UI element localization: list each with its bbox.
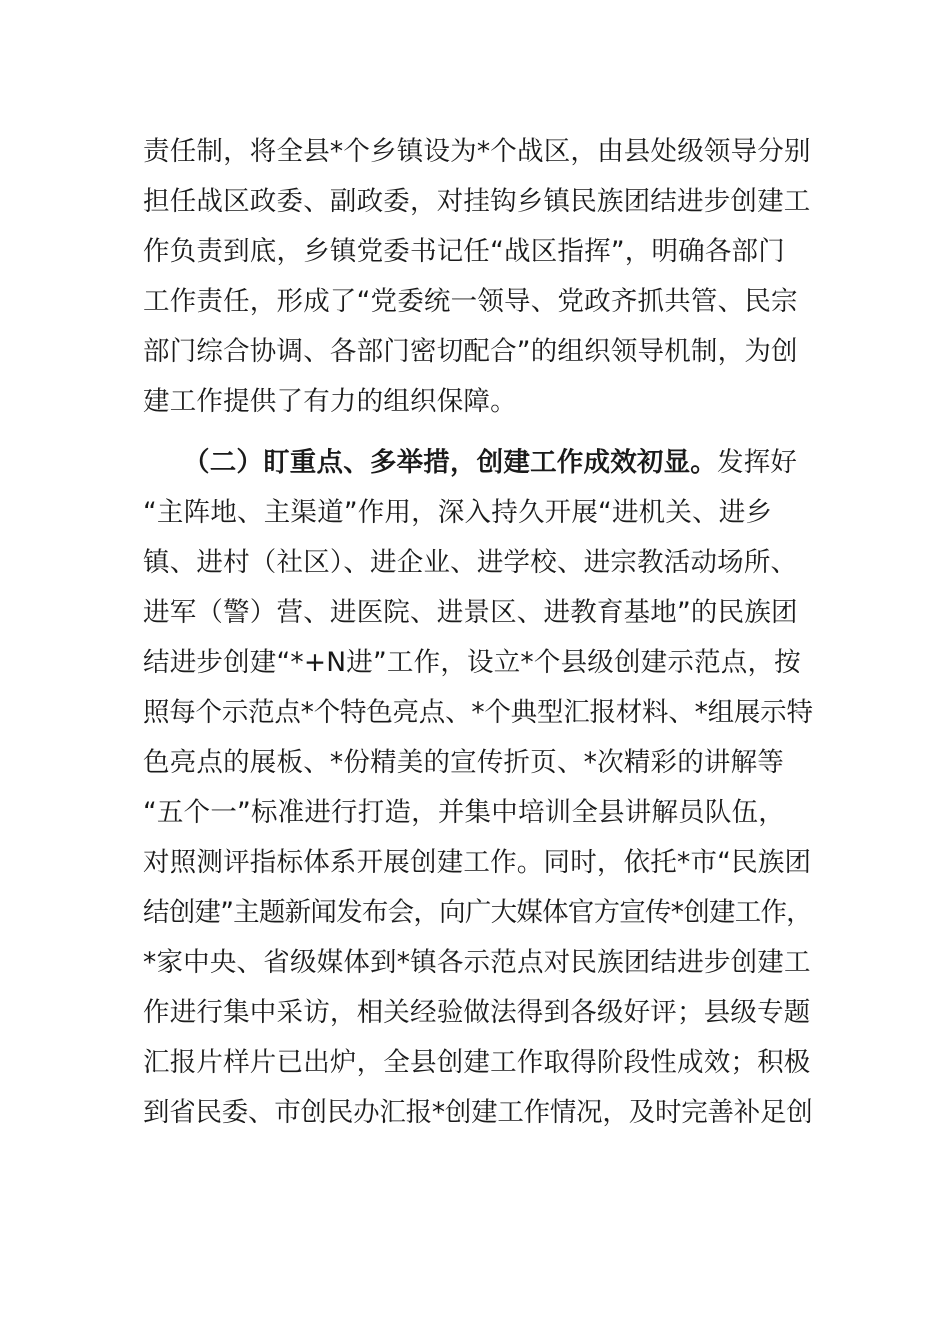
text-line: *家中央、省级媒体到*镇各示范点对民族团结进步创建工: [143, 947, 811, 978]
text-line: [143, 438, 813, 488]
text-line: 结进步创建“*+N进”工作，设立*个县级创建示范点，按: [143, 647, 801, 678]
text-line: 汇报片样片已出炉，全县创建工作取得阶段性成效；积极: [143, 1047, 811, 1078]
text-line: 照每个示范点*个特色亮点、*个典型汇报材料、*组展示特: [143, 697, 813, 728]
text-line: 作负责到底，乡镇党委书记任“战区指挥”，明确各部门: [143, 236, 785, 267]
text-line: 色亮点的展板、*份精美的宣传折页、*次精彩的讲解等: [143, 747, 784, 778]
paragraph-2: [143, 438, 813, 1138]
text-line: 进军（警）营、进医院、进景区、进教育基地”的民族团: [143, 597, 798, 628]
text-line: 建工作提供了有力的组织保障。: [143, 386, 517, 417]
text-line: 担任战区政委、副政委，对挂钩乡镇民族团结进步创建工: [143, 186, 811, 217]
paragraph-1: [143, 127, 813, 427]
text-line: 结创建”主题新闻发布会，向广大媒体官方宣传*创建工作，: [143, 897, 812, 928]
text-line: 作进行集中采访，相关经验做法得到各级好评；县级专题: [143, 997, 811, 1028]
heading-continuation: 发挥好: [717, 447, 798, 478]
text-line: “主阵地、主渠道”作用，深入持久开展“进机关、进乡: [143, 497, 773, 528]
text-line: 部门综合协调、各部门密切配合”的组织领导机制，为创: [143, 336, 798, 367]
body-text: [143, 127, 813, 1138]
text-line: “五个一”标准进行打造，并集中培训全县讲解员队伍，: [143, 797, 785, 828]
text-line: 到省民委、市创民办汇报*创建工作情况，及时完善补足创: [143, 1097, 813, 1128]
section-heading: （二）盯重点、多举措，创建工作成效初显。: [183, 447, 717, 478]
text-line: 对照测评指标体系开展创建工作。同时，依托*市“民族团: [143, 847, 812, 878]
text-line: 镇、进村（社区）、进企业、进学校、进宗教活动场所、: [143, 547, 798, 578]
text-line: 责任制，将全县*个乡镇设为*个战区，由县处级领导分别: [143, 136, 811, 167]
text-line: 工作责任，形成了“党委统一领导、党政齐抓共管、民宗: [143, 286, 798, 317]
